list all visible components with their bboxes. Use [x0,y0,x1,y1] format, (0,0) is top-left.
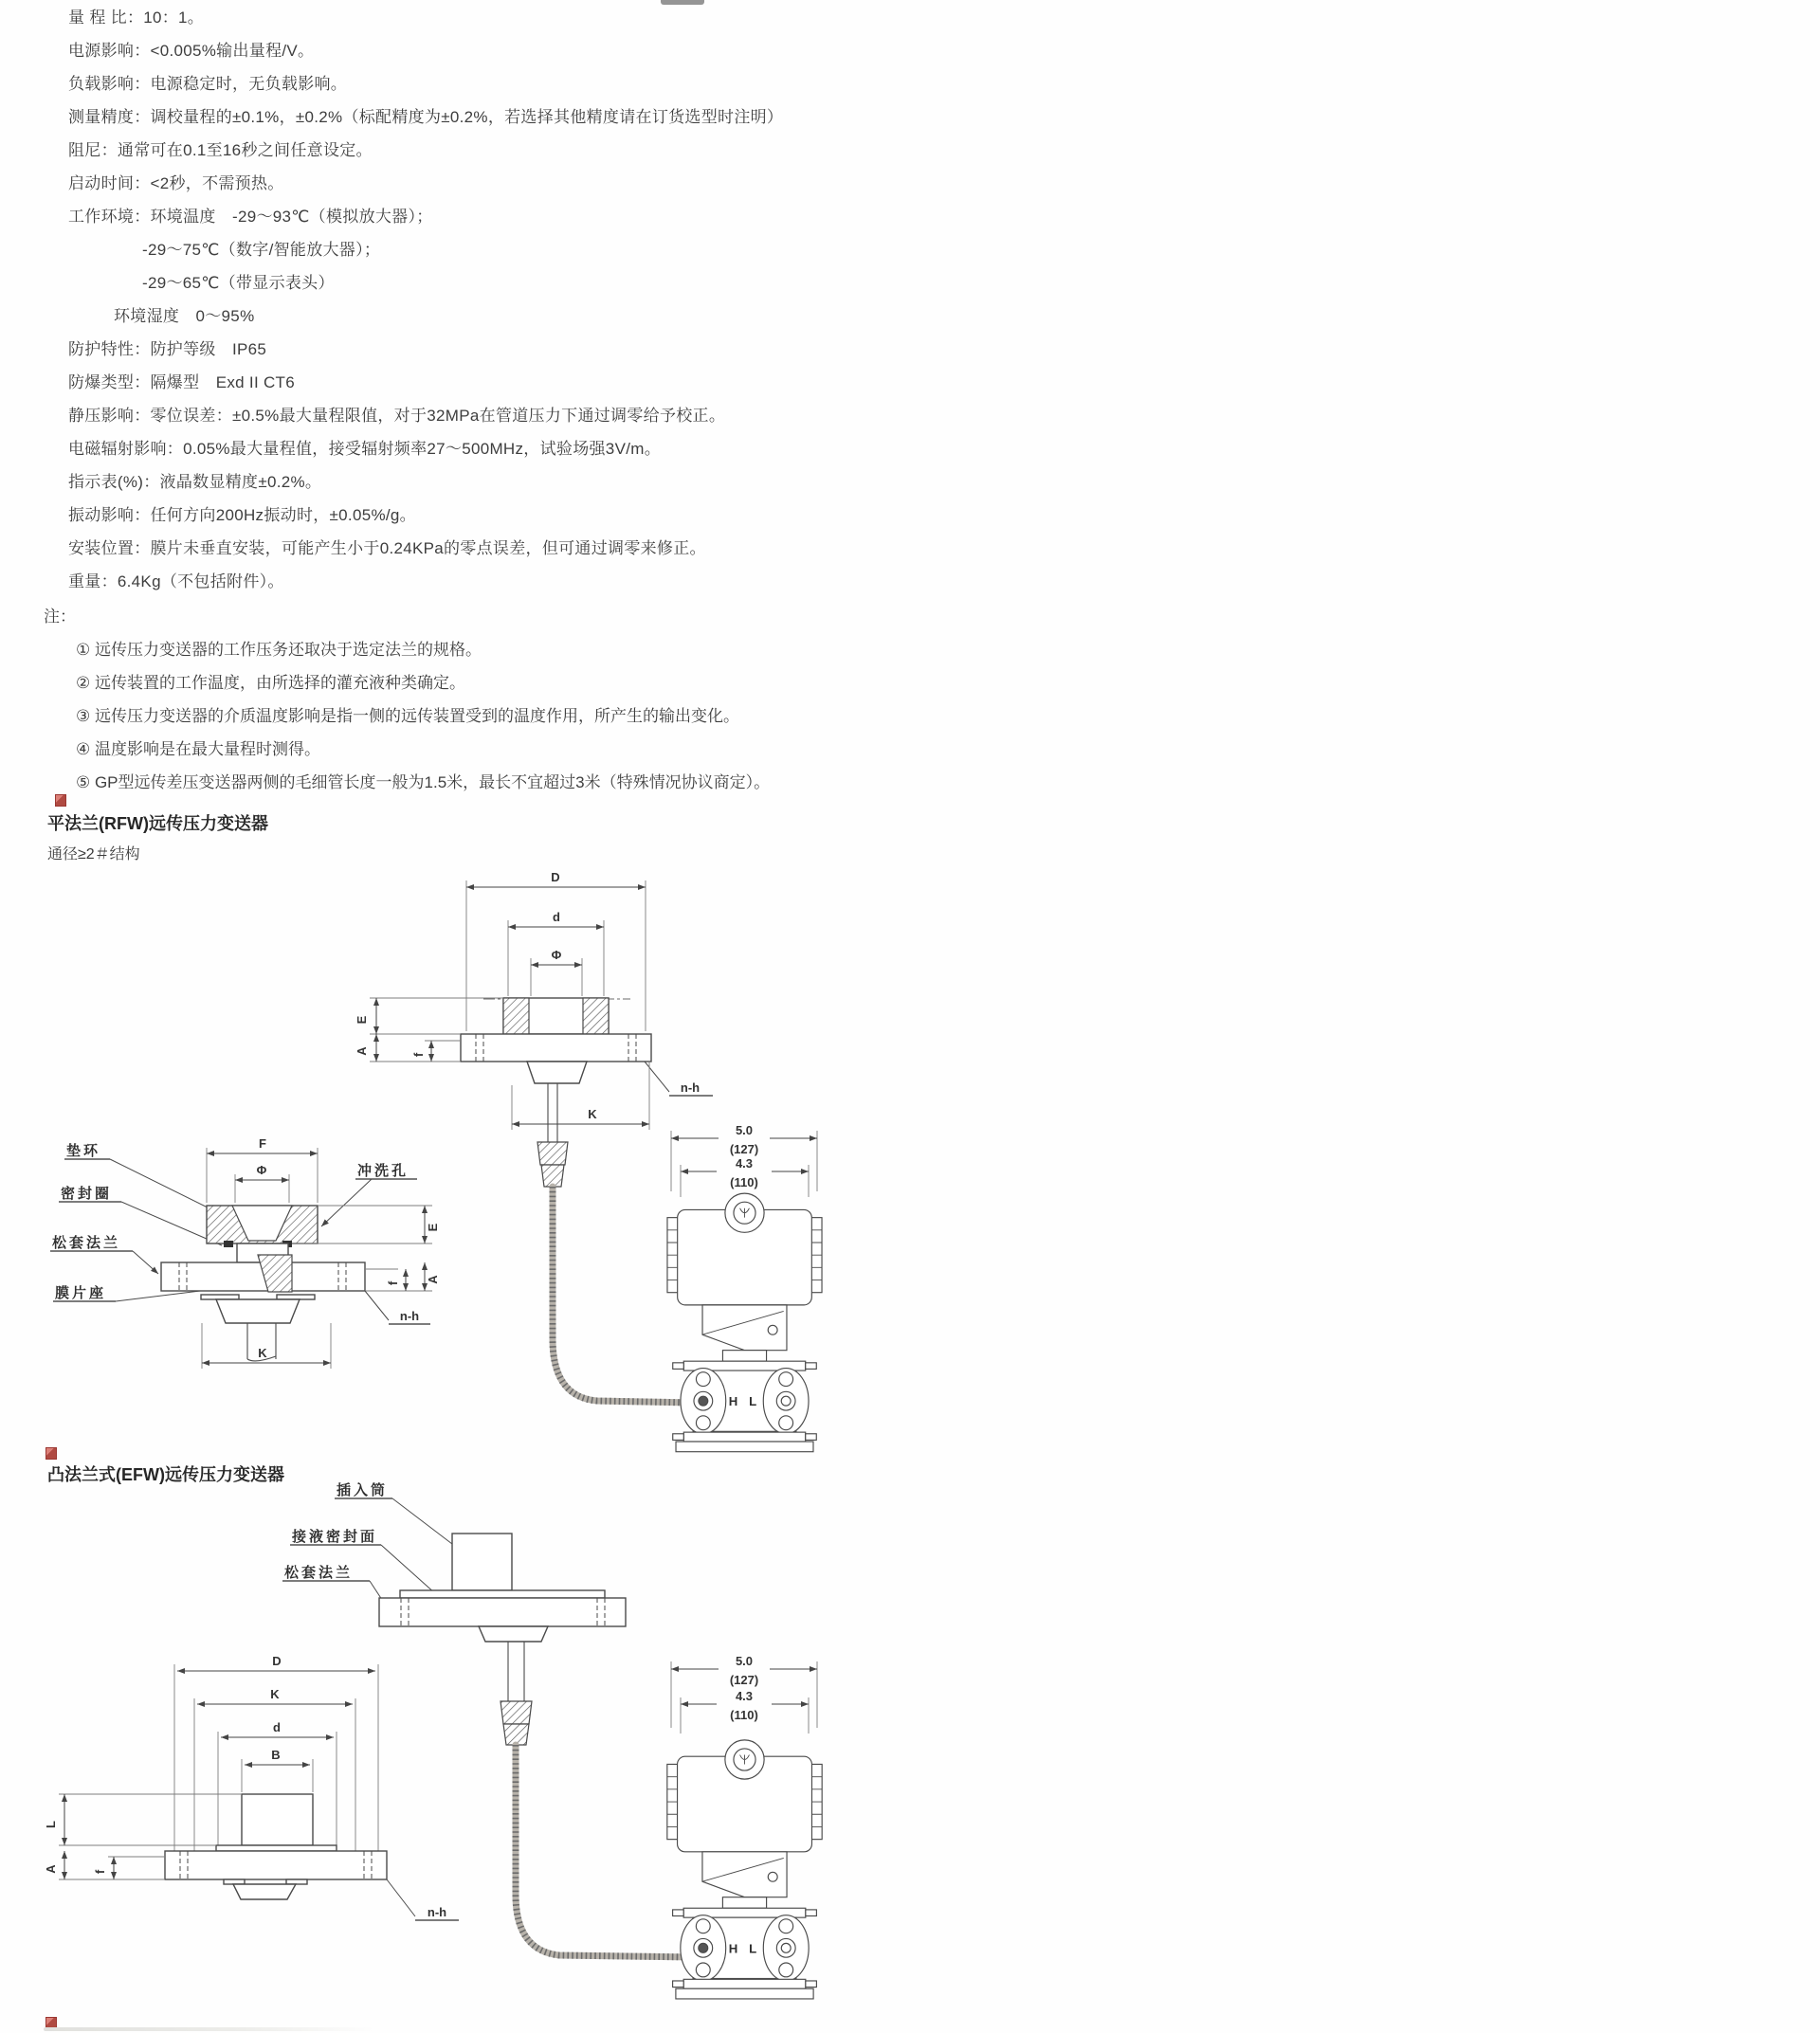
efw-flange-view-drawing [282,1481,626,1701]
dim-label-A: A [44,1864,58,1874]
dim-label-D: D [272,1654,282,1668]
dim-label-phi: Φ [256,1163,267,1177]
spec-line: 静压影响：零位误差：±0.5%最大量程限值，对于32MPa在管道压力下通过调零给予校正。 [68,407,726,425]
spec-line: 指示表(%)：液晶数显精度±0.2%。 [68,473,322,491]
note-item: ③ 远传压力变送器的介质温度影响是指一侧的远传装置受到的温度作用，所产生的输出变化。 [76,707,739,725]
efw-dimension-drawing [44,1654,459,1920]
dim-label-body-in: 4.3 [735,1689,754,1703]
spec-line: 工作环境：环境温度 -29～93℃（模拟放大器）； [68,208,433,226]
label-loose-flange: 松套法兰 [52,1235,121,1251]
note-item: ④ 温度影响是在最大量程时测得。 [76,740,320,758]
dim-label-E: E [426,1223,440,1232]
rfw-cross-section-drawing [50,1136,440,1369]
dim-label-width-mm: (127) [729,1142,759,1156]
broken-image-icon [55,794,66,807]
spec-line: 重量：6.4Kg（不包括附件）。 [68,572,284,590]
dim-label-n-h: n-h [427,1905,447,1919]
dim-label-d: d [553,910,560,924]
label-flush-hole: 冲洗孔 [357,1163,410,1179]
spec-line: 电源影响：<0.005%输出量程/V。 [68,42,315,60]
dim-label-width-in: 5.0 [735,1654,754,1668]
dim-label-F: F [259,1136,266,1151]
spec-line: 负载影响：电源稳定时，无负载影响。 [68,75,348,93]
spec-line: 量 程 比：10：1。 [68,9,205,27]
label-wetted-seal-face: 接液密封面 [292,1529,378,1545]
dim-label-d: d [273,1720,281,1734]
section-efw-heading: 凸法兰式(EFW)远传压力变送器 [47,1465,284,1484]
note-item: ⑤ GP型远传差压变送器两侧的毛细管长度一般为1.5米，最长不宜超过3米（特殊情况协议商定）。 [76,773,771,791]
label-insert-tube: 插入筒 [337,1482,389,1498]
scan-artifact [44,2027,375,2031]
rfw-diagram [38,858,853,1469]
spec-line: -29～75℃（数字/智能放大器）； [142,241,381,259]
spec-line: 防护特性：防护等级 IP65 [68,340,267,358]
dim-label-A: A [426,1275,440,1284]
broken-image-icon [46,1447,57,1460]
dim-label-phi: Φ [551,948,562,962]
spec-line: 安装位置：膜片未垂直安装，可能产生小于0.24KPa的零点误差，但可通过调零来修正。 [68,539,706,557]
dim-label-width-mm: (127) [729,1673,759,1687]
label-seal-ring: 密封圈 [61,1186,113,1202]
dim-label-width-in: 5.0 [735,1123,754,1137]
note-item: ② 远传装置的工作温度，由所选择的灌充液种类确定。 [76,674,465,692]
dim-label-K: K [270,1687,280,1701]
dim-label-E: E [355,1015,369,1025]
spec-line: 电磁辐射影响：0.05%最大量程值，接受辐射频率27～500MHz，试验场强3V/m。 [68,440,661,458]
efw-diagram [38,1474,853,2033]
dim-label-f: f [411,1052,426,1058]
label-loose-flange: 松套法兰 [284,1565,354,1581]
rfw-front-view-drawing [355,870,713,1142]
dim-label-A: A [355,1046,369,1056]
scan-artifact [661,0,704,5]
dim-label-body-mm: (110) [730,1708,758,1722]
label-diaphragm-seat: 膜片座 [55,1285,107,1301]
dim-label-L: L [44,1821,58,1828]
notes-label: 注： [44,608,76,626]
label-pad-ring: 垫环 [66,1143,101,1159]
dim-label-body-in: 4.3 [735,1156,754,1171]
dim-label-f: f [93,1869,107,1875]
spec-line: 测量精度：调校量程的±0.1%，±0.2%（标配精度为±0.2%，若选择其他精度请在订货选型时注明） [68,108,784,126]
dim-label-B: B [271,1748,281,1762]
dim-label-D: D [551,870,560,884]
efw-transmitter-drawing [667,1654,822,1999]
efw-capillary [500,1701,694,1957]
spec-line: 阻尼：通常可在0.1至16秒之间任意设定。 [68,141,373,159]
spec-line: 防爆类型：隔爆型 Exd II CT6 [68,373,296,391]
spec-line: 环境湿度 0～95% [114,307,255,325]
note-item: ① 远传压力变送器的工作压务还取决于选定法兰的规格。 [76,641,482,659]
dim-label-K: K [588,1107,597,1121]
dim-label-n-h: n-h [680,1080,701,1095]
section-rfw-subtitle: 通径≥2＃结构 [47,846,140,862]
spec-line: -29～65℃（带显示表头） [142,274,335,292]
spec-line: 启动时间：<2秒，不需预热。 [68,174,284,192]
dim-label-f: f [386,1280,400,1286]
dim-label-K: K [258,1346,267,1360]
dim-label-n-h: n-h [399,1309,420,1323]
dim-label-body-mm: (110) [730,1175,758,1189]
rfw-transmitter-drawing [667,1123,822,1452]
section-rfw-heading: 平法兰(RFW)远传压力变送器 [47,814,268,833]
spec-line: 振动影响：任何方向200Hz振动时，±0.05%/g。 [68,506,416,524]
